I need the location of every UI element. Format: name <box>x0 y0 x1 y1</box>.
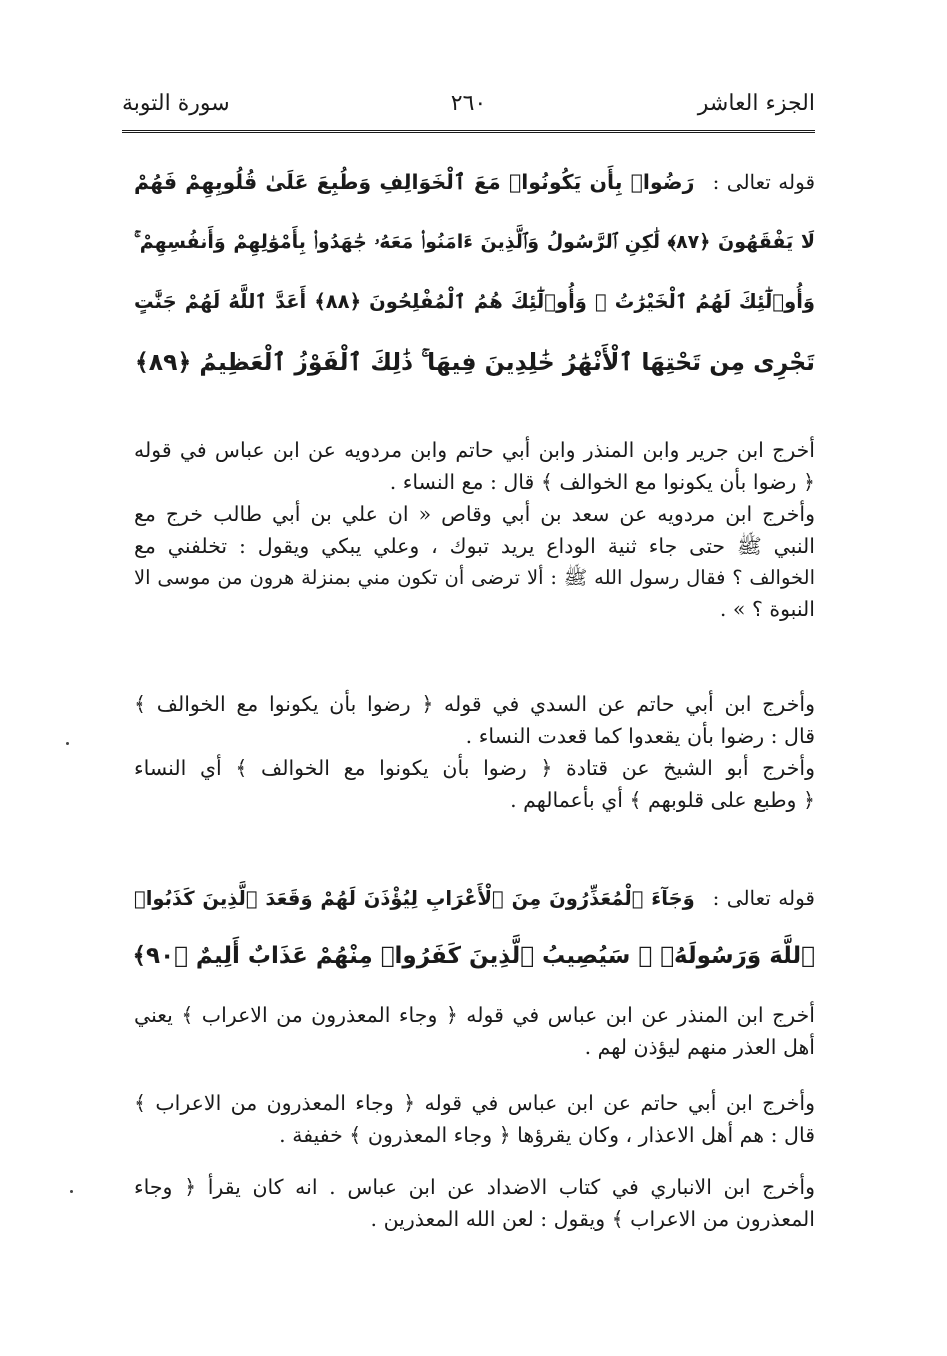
commentary-paragraph <box>134 753 815 816</box>
page-header <box>122 88 815 128</box>
text-line: الخوالف ؟ فقال رسول الله ﷺ : ألا ترضى أن تكون مني بمنزلة هرون من موسى الا <box>134 566 815 589</box>
scan-speck <box>66 742 69 745</box>
commentary-paragraph <box>134 689 815 752</box>
verse-text: رَضُوا۟ بِأَن يَكُونُوا۟ مَعَ ٱلْخَوَالِفِ وَطُبِعَ عَلَىٰ قُلُوبِهِمْ فَهُمْ <box>134 170 695 194</box>
juz-label: الجزء العاشر <box>697 91 815 116</box>
text-line: وأخرج ابن الانباري في كتاب الاضداد عن ابن عباس . انه كان يقرأ ﴿ وجاء <box>134 1175 815 1199</box>
verse-block-2 <box>134 870 815 990</box>
verse-line <box>134 874 815 922</box>
text-line: وأخرج أبو الشيخ عن قتادة ﴿ رضوا بأن يكونوا مع الخوالف ﴾ أي النساء <box>134 756 815 780</box>
text-line: أهل العذر منهم ليؤذن لهم . <box>584 1034 815 1059</box>
commentary-paragraph <box>134 1000 815 1063</box>
commentary-paragraph <box>134 1172 815 1235</box>
verse-text: وَجَآءَ ٱلْمُعَذِّرُونَ مِنَ ٱلْأَعْرَابِ لِيُؤْذَنَ لَهُمْ وَقَعَدَ ٱلَّذِينَ كَذَبُوا۟ <box>134 887 695 910</box>
verse-line: ٱللَّهَ وَرَسُولَهُۥ ۚ سَيُصِيبُ ٱلَّذِينَ كَفَرُوا۟ مِنْهُمْ عَذَابٌ أَلِيمٌ ﴿٩٠﴾ <box>132 943 815 969</box>
text-line: وأخرج ابن مردويه عن سعد بن أبي وقاص « ان علي بن أبي طالب خرج مع <box>134 502 815 526</box>
text-line: قال : رضوا بأن يقعدوا كما قعدت النساء . <box>465 723 815 748</box>
text-line: وأخرج ابن أبي حاتم عن السدي في قوله ﴿ رضوا بأن يكونوا مع الخوالف ﴾ <box>134 692 815 716</box>
text-line: ﴿ وطبع على قلوبهم ﴾ أي بأعمالهم . <box>510 787 815 812</box>
commentary-paragraph <box>134 499 815 625</box>
text-line: النبوة ؟ » . <box>719 596 815 621</box>
surah-label: سورة التوبة <box>122 91 230 116</box>
text-line: أخرج ابن المنذر عن ابن عباس في قوله ﴿ وجاء المعذرون من الاعراب ﴾ يعني <box>134 1003 815 1027</box>
text-line: قال : هم أهل الاعذار ، وكان يقرؤها ﴿ وجاء المعذرون ﴾ خفيفة . <box>279 1122 815 1147</box>
header-rule <box>122 130 815 133</box>
text-line: أخرج ابن جرير وابن المنذر وابن أبي حاتم وابن مردويه عن ابن عباس في قوله <box>134 438 815 462</box>
verse-line <box>134 158 815 206</box>
commentary-paragraph <box>134 1088 815 1151</box>
verse-line: تَجْرِى مِن تَحْتِهَا ٱلْأَنْهَٰرُ خَٰلِدِينَ فِيهَا ۚ ذَٰلِكَ ٱلْفَوْزُ ٱلْعَظِيمُ ﴿٨٩﴾ <box>135 348 815 376</box>
verse-block-1 <box>134 150 815 400</box>
verse-intro: قوله تعالى : <box>712 886 815 910</box>
commentary-paragraph <box>134 435 815 498</box>
commentary-section-2 <box>134 1000 815 1260</box>
scan-speck <box>70 1190 73 1193</box>
text-line: ﴿ رضوا بأن يكونوا مع الخوالف ﴾ قال : مع النساء . <box>389 469 815 494</box>
verse-line: لَا يَفْقَهُونَ ﴿٨٧﴾ لَٰكِنِ ٱلرَّسُولُ وَٱلَّذِينَ ءَامَنُوا۟ مَعَهُۥ جَٰهَدُوا۟ بِأَمْوَٰلِهِمْ وَأَنفُسِهِمْ ۚ <box>134 231 816 253</box>
text-line: وأخرج ابن أبي حاتم عن ابن عباس في قوله ﴿ وجاء المعذرون من الاعراب ﴾ <box>134 1091 815 1115</box>
text-line: النبي ﷺ حتى جاء ثنية الوداع يريد تبوك ، وعلي يبكي ويقول : تخلفني مع <box>134 533 815 558</box>
text-line: المعذرون من الاعراب ﴾ ويقول : لعن الله المعذرين . <box>370 1206 815 1231</box>
verse-intro: قوله تعالى : <box>712 170 816 194</box>
commentary-section-1 <box>134 435 815 855</box>
page-number: ٢٦٠ <box>450 91 487 116</box>
verse-line: وَأُو۟لَٰٓئِكَ لَهُمُ ٱلْخَيْرَٰتُ ۖ وَأُو۟لَٰٓئِكَ هُمُ ٱلْمُفْلِحُونَ ﴿٨٨﴾ أَعَدَّ ٱللَّهُ لَهُمْ جَنَّٰتٍ <box>134 290 815 313</box>
